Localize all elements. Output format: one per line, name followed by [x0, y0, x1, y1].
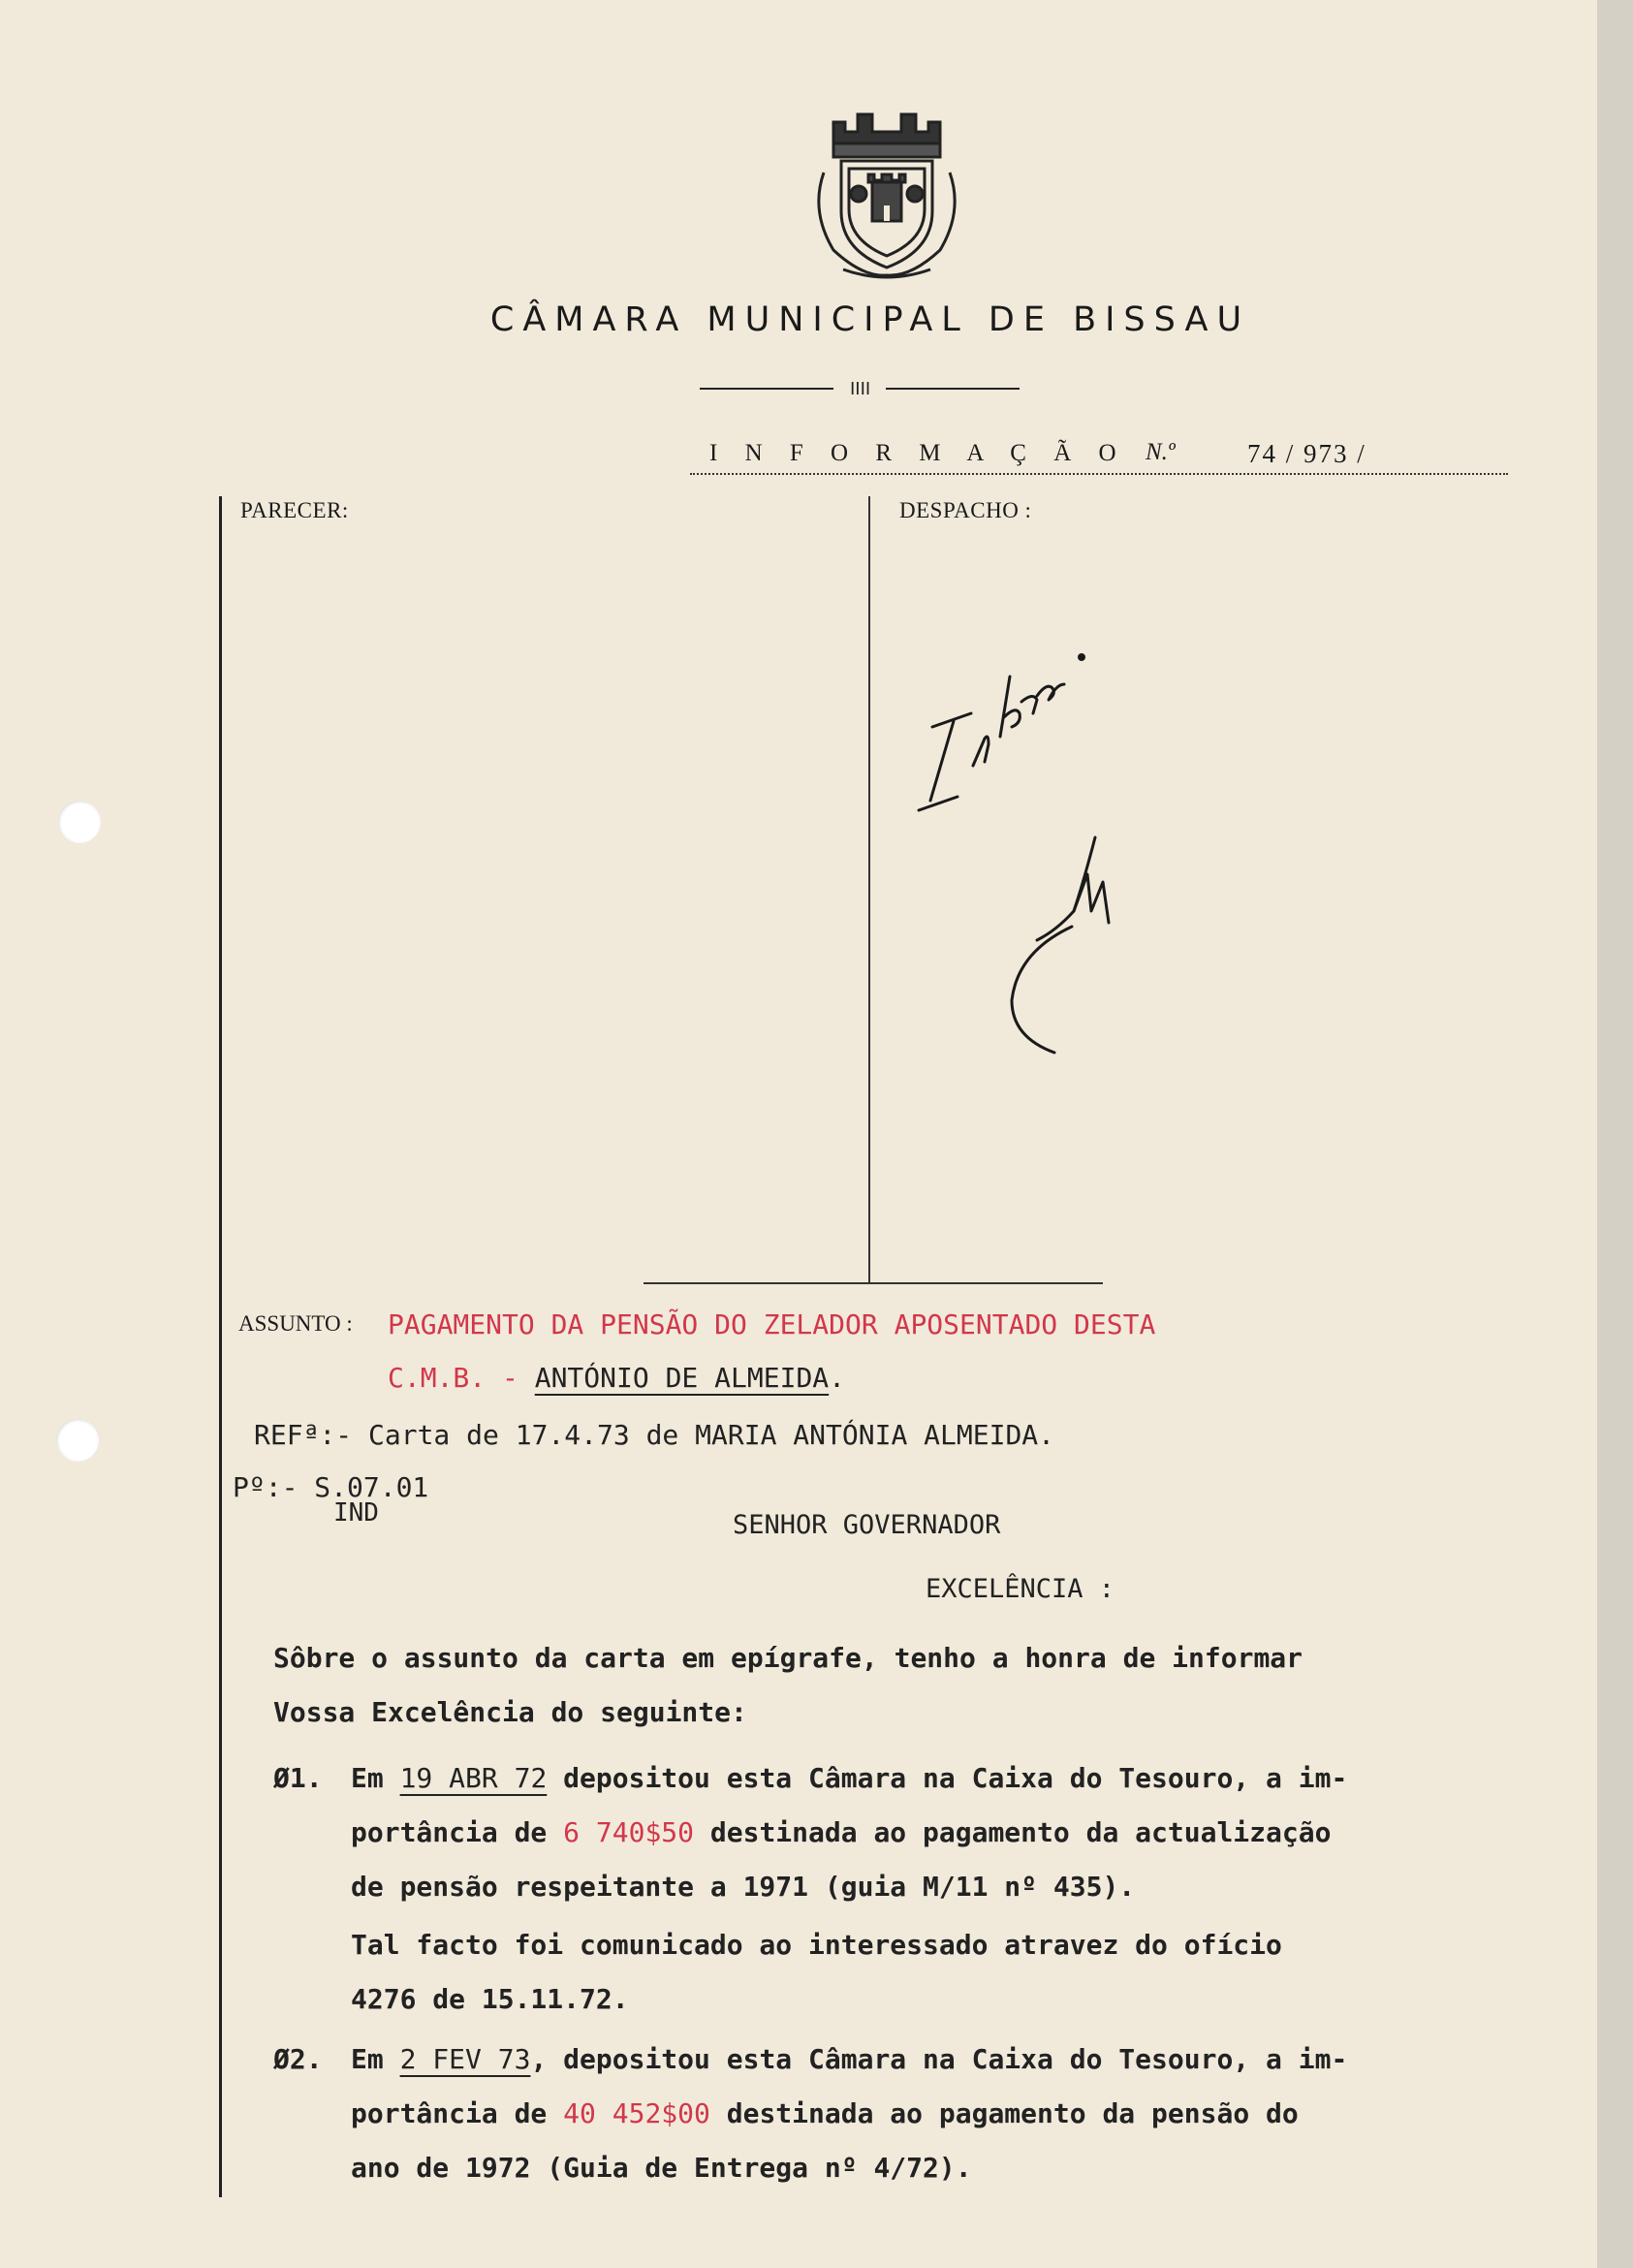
- subject-line-1: PAGAMENTO DA PENSÃO DO ZELADOR APOSENTADO DESTA: [388, 1308, 1156, 1340]
- parecer-label: PARECER:: [240, 498, 349, 522]
- box-divider: [868, 496, 870, 1283]
- process-sub: IND: [333, 1498, 379, 1528]
- text-run: portância de: [351, 1816, 564, 1848]
- handwritten-despacho-signature: [911, 620, 1240, 1066]
- paragraph-2-line-1: [351, 2043, 1347, 2075]
- text-run: destinada ao pagamento da actualização: [694, 1816, 1332, 1848]
- deposit-date-1: 19 ABR 72: [399, 1762, 548, 1794]
- number-label: N.º: [1146, 439, 1176, 465]
- deposit-date-2: 2 FEV 73: [399, 2043, 531, 2075]
- text-run: Em: [351, 2043, 400, 2075]
- paragraph-1-line-2: [351, 1816, 1331, 1848]
- margin-rule: [219, 496, 222, 2197]
- paragraph-1-line-3: de pensão respeitante a 1971 (guia M/11 nº 435).: [351, 1871, 1136, 1903]
- punch-hole: [58, 801, 101, 843]
- addressee: SENHOR GOVERNADOR: [733, 1510, 1001, 1540]
- text-run: , depositou esta Câmara na Caixa do Tesouro, a im-: [530, 2043, 1348, 2075]
- paragraph-1-line-5: 4276 de 15.11.72.: [351, 1983, 629, 2015]
- organization-name: CÂMARA MUNICIPAL DE BISSAU: [489, 300, 1251, 339]
- header-divider: [700, 379, 1020, 399]
- subject-line-2: [388, 1362, 845, 1394]
- text-run: destinada ao pagamento da pensão do: [709, 2097, 1299, 2129]
- subject-label: ASSUNTO :: [238, 1311, 353, 1336]
- paragraph-2-number: Ø2.: [273, 2043, 323, 2075]
- paragraph-2-line-3: ano de 1972 (Guia de Entrega nº 4/72).: [351, 2152, 972, 2184]
- coat-of-arms-icon: [804, 105, 969, 279]
- scan-background: [1597, 0, 1633, 2268]
- punch-hole: [56, 1419, 99, 1462]
- document-type: I N F O R M A Ç Ã O: [709, 440, 1127, 466]
- amount-1: 6 740$50: [563, 1816, 695, 1848]
- subject-abbrev: C.M.B. -: [388, 1362, 518, 1394]
- subject-name: ANTÓNIO DE ALMEIDA: [534, 1362, 830, 1394]
- paragraph-1-number: Ø1.: [273, 1762, 323, 1794]
- paragraph-2-line-2: [351, 2097, 1299, 2129]
- amount-2: 40 452$00: [563, 2097, 710, 2129]
- paragraph-1-line-1: [351, 1762, 1347, 1794]
- text-run: portância de: [351, 2097, 564, 2129]
- document-number-line: [690, 434, 1508, 475]
- text-run: depositou esta Câmara na Caixa do Tesouro, a im-: [547, 1762, 1348, 1794]
- paragraph-1-line-4: Tal facto foi comunicado ao interessado atravez do ofício: [351, 1929, 1282, 1961]
- body-intro-line-2: Vossa Excelência do seguinte:: [273, 1696, 747, 1728]
- process-number: Pº:- S.07.01: [233, 1471, 429, 1503]
- document-number: 74 / 973 /: [1247, 439, 1366, 468]
- divider-mark: IIII: [850, 379, 871, 399]
- reference-line: REFª:- Carta de 17.4.73 de MARIA ANTÓNIA ALMEIDA.: [254, 1419, 1055, 1451]
- despacho-label: DESPACHO :: [899, 498, 1032, 522]
- subject-period: .: [829, 1362, 846, 1394]
- excellency: EXCELÊNCIA :: [926, 1574, 1115, 1604]
- text-run: Em: [351, 1762, 400, 1794]
- body-intro-line-1: Sôbre o assunto da carta em epígrafe, tenho a honra de informar: [273, 1642, 1303, 1674]
- box-bottom-rule: [644, 1282, 1103, 1284]
